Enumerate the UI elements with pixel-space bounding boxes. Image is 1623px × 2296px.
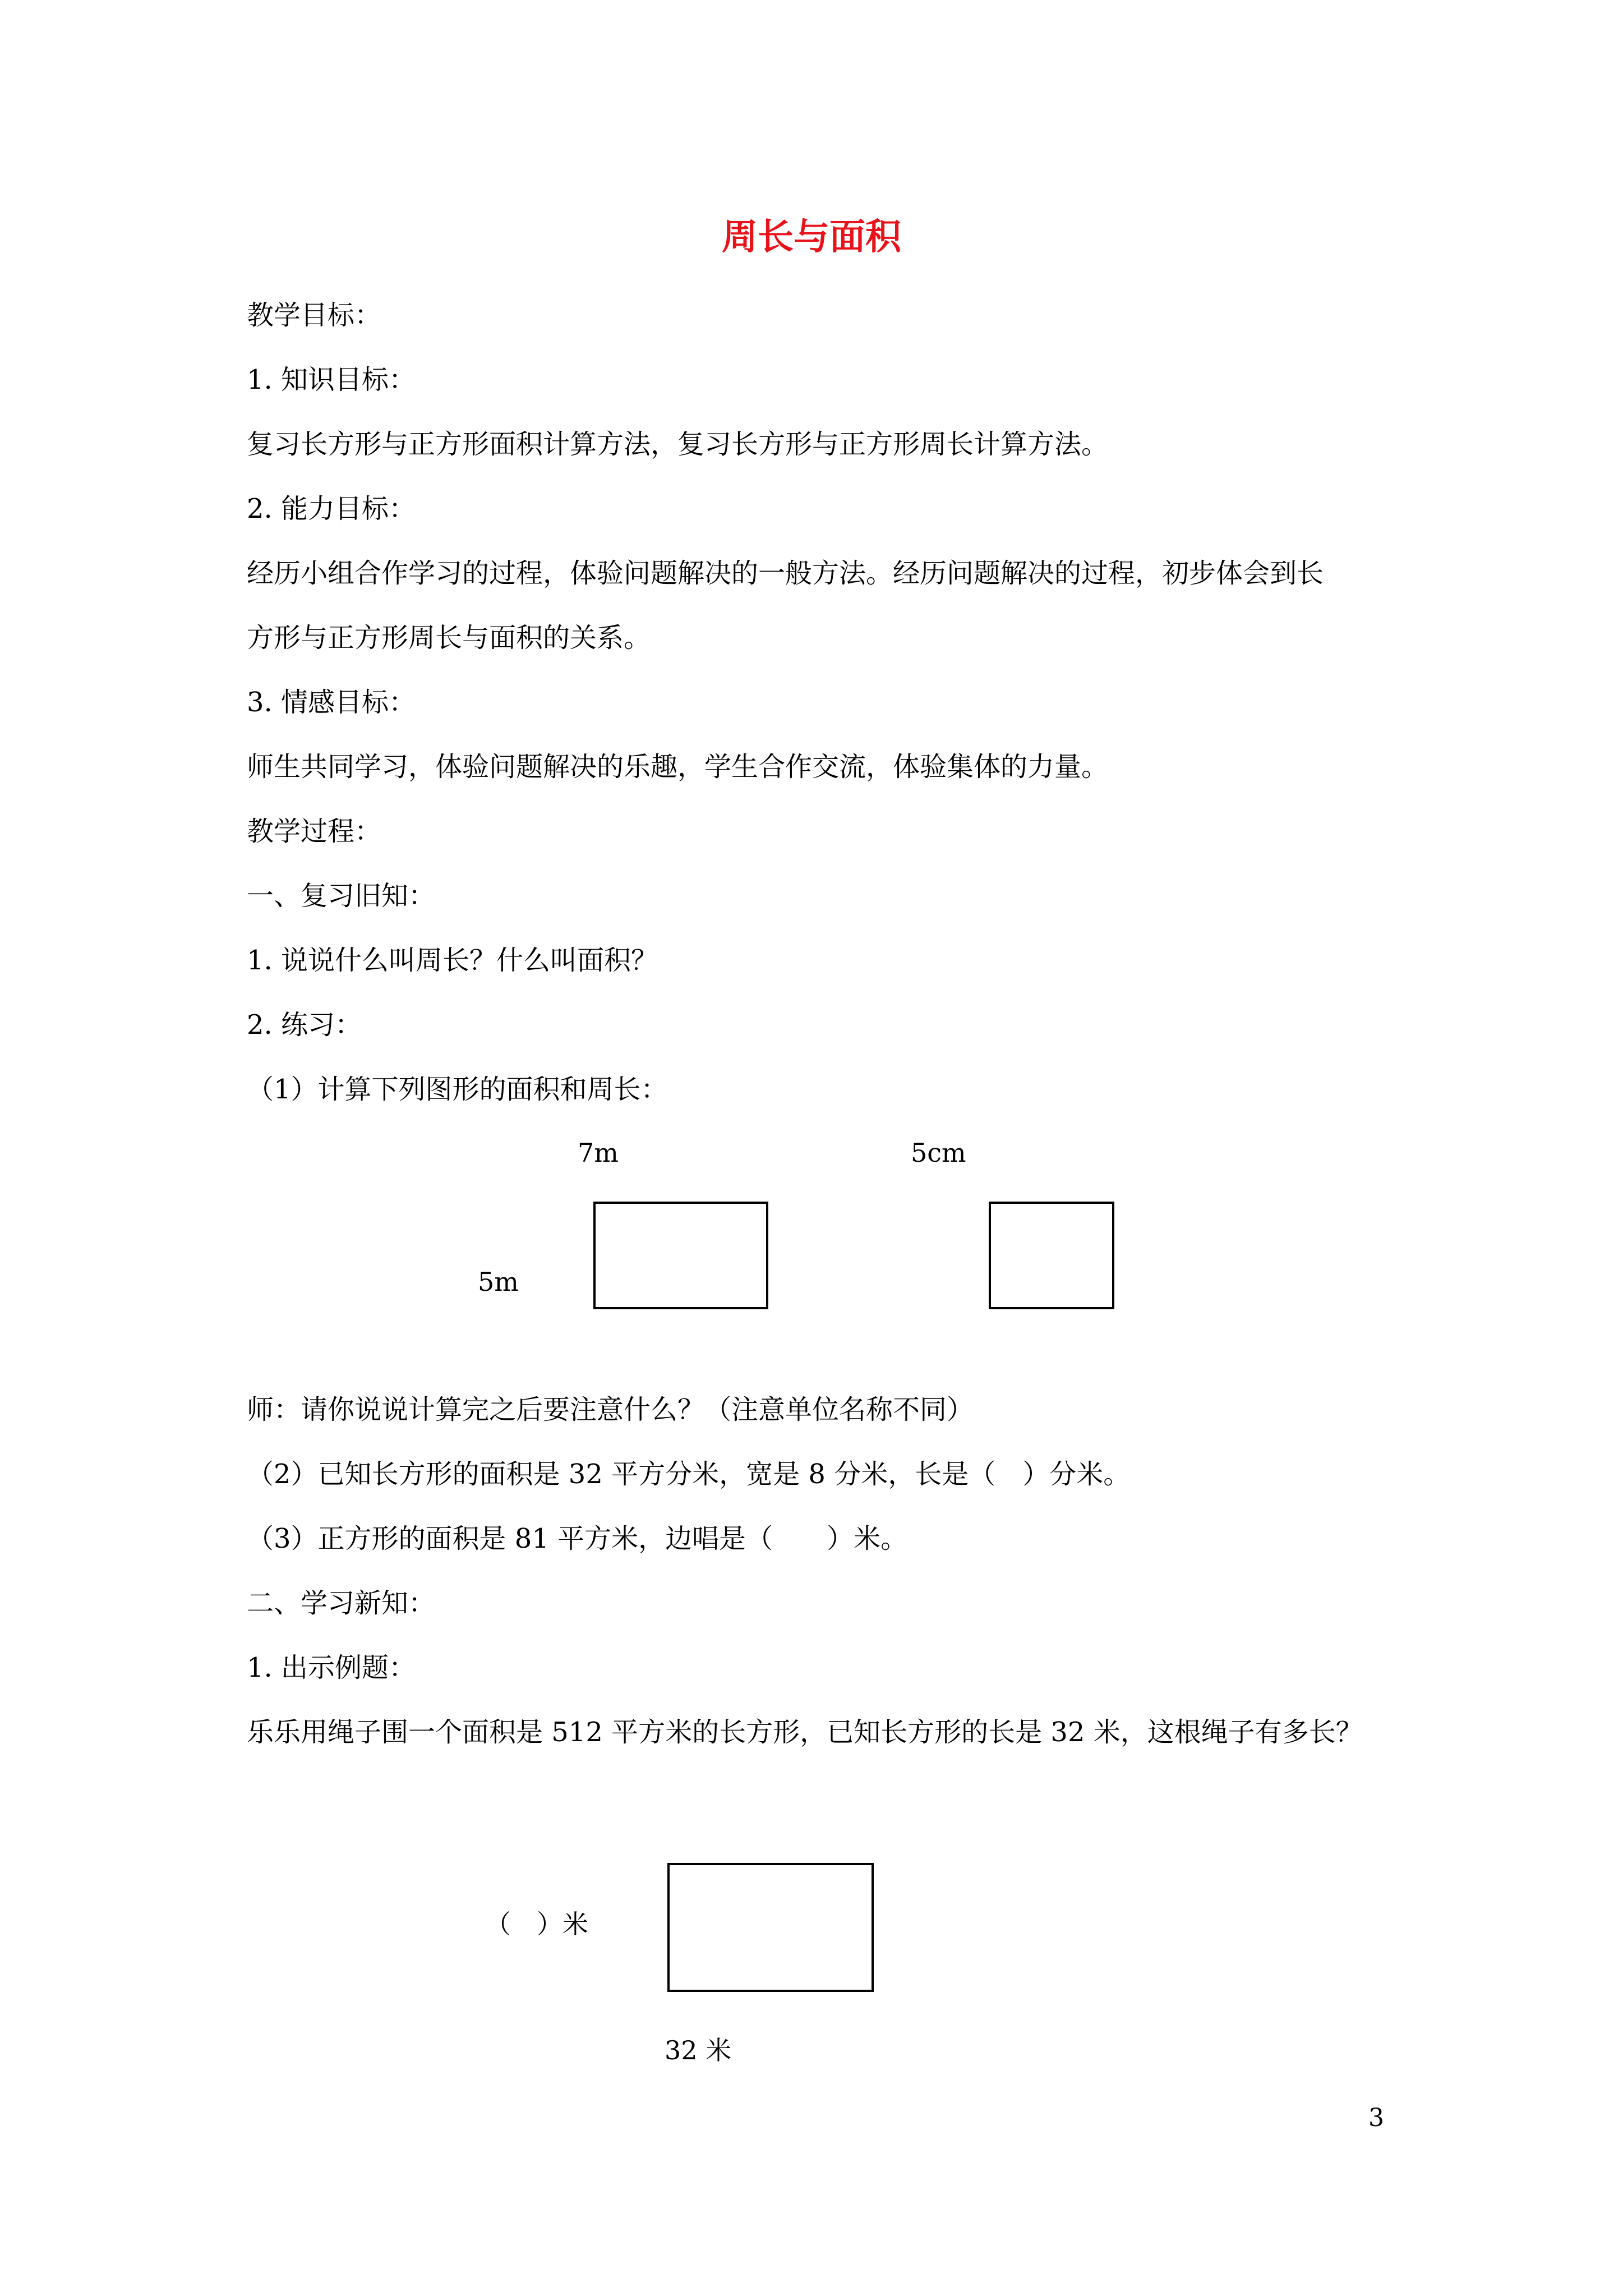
- figure2-square: [989, 1202, 1114, 1309]
- text-line: 一、复习旧知：: [247, 880, 436, 912]
- text-line: 复习长方形与正方形面积计算方法，复习长方形与正方形周长计算方法。: [247, 429, 1109, 460]
- text-line: 二、学习新知：: [247, 1588, 436, 1619]
- figure3-bottom-label: 32 米: [665, 2035, 732, 2065]
- figure1-top-label: 7m: [578, 1138, 619, 1168]
- text-line: 1. 知识目标：: [247, 364, 416, 395]
- page-title: 周长与面积: [722, 216, 901, 258]
- text-line: 教学目标：: [247, 300, 382, 331]
- page-number: 3: [1368, 2104, 1384, 2132]
- text-line: 教学过程：: [247, 816, 382, 847]
- text-line: 1. 说说什么叫周长？什么叫面积？: [247, 945, 658, 976]
- figure3-rectangle: [667, 1863, 874, 1992]
- text-line: 3. 情感目标：: [247, 687, 416, 718]
- figure1-side-label: 5m: [478, 1267, 519, 1297]
- text-line: 乐乐用绳子围一个面积是 512 平方米的长方形，已知长方形的长是 32 米，这根绳子有多长？: [247, 1717, 1363, 1748]
- figure2-top-label: 5cm: [911, 1138, 966, 1168]
- text-line: （1）计算下列图形的面积和周长：: [247, 1074, 668, 1105]
- text-line: 2. 练习：: [247, 1009, 362, 1041]
- text-line: 经历小组合作学习的过程，体验问题解决的一般方法。经历问题解决的过程，初步体会到长: [247, 558, 1324, 589]
- figure3-side-label: （ ）米: [485, 1909, 588, 1939]
- text-line: （2）已知长方形的面积是 32 平方分米，宽是 8 分米，长是（ ）分米。: [247, 1458, 1131, 1490]
- text-line: 方形与正方形周长与面积的关系。: [247, 622, 651, 654]
- text-line: 1. 出示例题：: [247, 1652, 416, 1683]
- text-line: 师：请你说说计算完之后要注意什么？（注意单位名称不同）: [247, 1394, 974, 1425]
- text-line: 师生共同学习，体验问题解决的乐趣，学生合作交流，体验集体的力量。: [247, 751, 1109, 783]
- figure1-rectangle: [593, 1202, 768, 1309]
- text-line: （3）正方形的面积是 81 平方米，边唱是（ ）米。: [247, 1523, 908, 1554]
- text-line: 2. 能力目标：: [247, 493, 416, 524]
